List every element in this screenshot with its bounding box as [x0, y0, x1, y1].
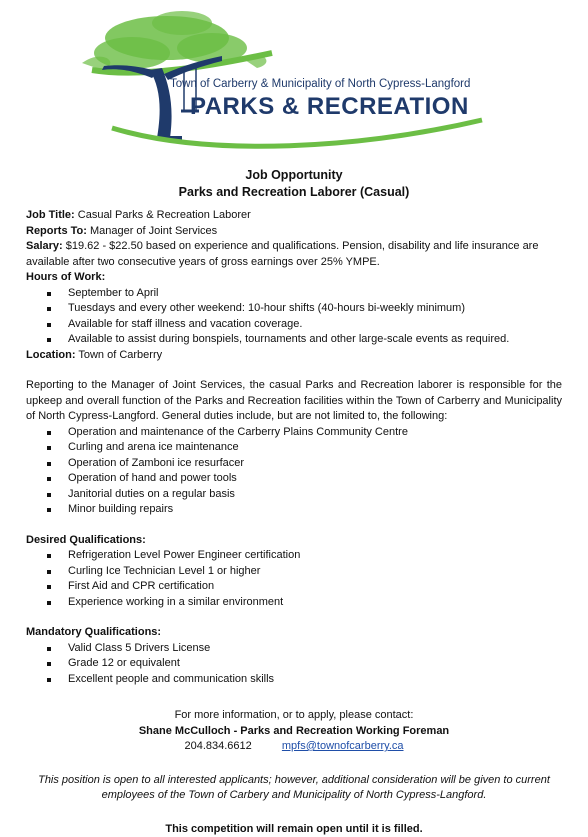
contact-email-link[interactable]: mpfs@townofcarberry.ca: [282, 740, 404, 752]
closing-statement: This competition will remain open until it is filled.: [26, 822, 562, 837]
list-item: Operation of Zamboni ice resurfacer: [26, 456, 562, 472]
list-item: Grade 12 or equivalent: [26, 656, 562, 672]
list-item: Janitorial duties on a regular basis: [26, 487, 562, 503]
location-value: Town of Carberry: [76, 349, 163, 361]
list-item: Experience working in a similar environment: [26, 595, 562, 611]
logo-brand: PARKS & RECREATION: [190, 93, 469, 120]
job-posting-body: [26, 208, 562, 837]
logo-town-line: Town of Carberry & Municipality of North Cypress-Langford: [170, 78, 470, 90]
list-item: Curling Ice Technician Level 1 or higher: [26, 564, 562, 580]
location-label: Location:: [26, 349, 76, 361]
contact-line: [26, 739, 562, 755]
contact-intro: For more information, or to apply, please contact:: [26, 708, 562, 724]
list-item: Valid Class 5 Drivers License: [26, 641, 562, 657]
salary-line: [26, 239, 562, 270]
page-subtitle: Parks and Recreation Laborer (Casual): [0, 185, 588, 201]
reports-to-line: [26, 224, 562, 240]
hours-list: [26, 286, 562, 348]
list-item: Operation of hand and power tools: [26, 471, 562, 487]
job-title-value: Casual Parks & Recreation Laborer: [75, 209, 251, 221]
location-line: [26, 348, 562, 364]
list-item: Refrigeration Level Power Engineer certification: [26, 548, 562, 564]
list-item: Available to assist during bonspiels, tournaments and other large-scale events as required.: [26, 332, 562, 348]
desired-list: [26, 548, 562, 610]
contact-phone: 204.834.6612: [184, 740, 251, 752]
job-title-line: [26, 208, 562, 224]
mandatory-label: Mandatory Qualifications:: [26, 625, 562, 641]
reports-to-label: Reports To:: [26, 225, 87, 237]
list-item: Curling and arena ice maintenance: [26, 440, 562, 456]
mandatory-list: [26, 641, 562, 688]
page-title: Job Opportunity: [0, 168, 588, 184]
list-item: Tuesdays and every other weekend: 10-hour shifts (40-hours bi-weekly minimum): [26, 301, 562, 317]
contact-name: Shane McCulloch - Parks and Recreation Working Foreman: [26, 724, 562, 740]
list-item: Operation and maintenance of the Carberry Plains Community Centre: [26, 425, 562, 441]
list-item: Available for staff illness and vacation coverage.: [26, 317, 562, 333]
intro-paragraph: Reporting to the Manager of Joint Services, the casual Parks and Recreation laborer is responsible for the upkeep and overall function of the Parks and Recreation facilities within the Town of Carberry and Municipality of North Cypress-Langford. General duties include, but are not limited to, the following:: [26, 378, 562, 425]
eligibility-note: This position is open to all interested applicants; however, additional consideration will be given to current employees of the Town of Carbery and Municipality of North Cypress-Langford.: [26, 773, 562, 804]
list-item: Minor building repairs: [26, 502, 562, 518]
job-title-label: Job Title:: [26, 209, 75, 221]
salary-label: Salary:: [26, 240, 63, 252]
list-item: Excellent people and communication skills: [26, 672, 562, 688]
desired-label: Desired Qualifications:: [26, 533, 562, 549]
reports-to-value: Manager of Joint Services: [87, 225, 217, 237]
duties-list: [26, 425, 562, 518]
hours-label: Hours of Work:: [26, 270, 562, 286]
list-item: First Aid and CPR certification: [26, 579, 562, 595]
parks-recreation-logo: [62, 8, 522, 153]
list-item: September to April: [26, 286, 562, 302]
salary-value: $19.62 - $22.50 based on experience and qualifications. Pension, disability and life insurance are available after two consecutive years of gross earnings over 25% YMPE.: [26, 240, 538, 268]
